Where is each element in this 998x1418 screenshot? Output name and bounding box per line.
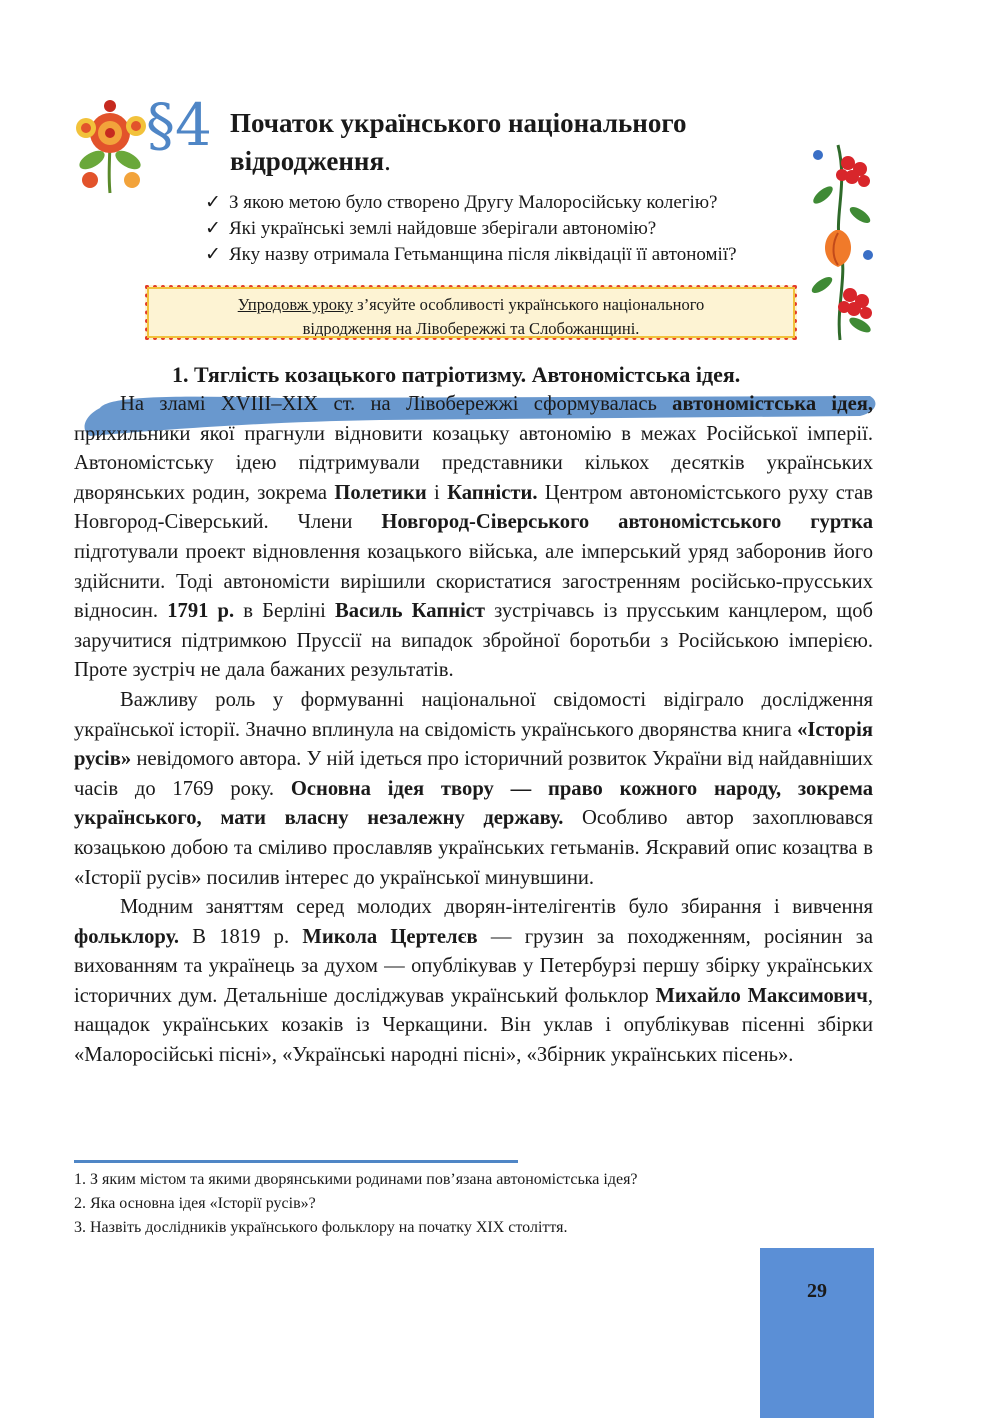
review-question: 3. Назвіть дослідників українського фольклору на початку XIX століття. [74,1219,568,1236]
checkmark-icon: ✓ [205,218,221,239]
bold-term: фольклору. [74,925,179,948]
text-run: Особливо автор захоплювався козацькою добою та сміливо прославляв українських гетьманів. Яскравий опис козацтва в «Історії русів» посилив інтерес до української минувшини. [74,807,873,889]
bold-term: автономістська ідея, [672,393,873,415]
review-question: 1. З яким містом та якими дворянськими родинами пов’язана автономістська ідея? [74,1171,638,1188]
paragraph [74,686,873,893]
bold-term: Микола Цертелєв [302,925,478,948]
text-run: підготували проект відновлення козацького війська, але імперський уряд заборонив його здійснити. Тоді автономісти вирішили скористатися загостренням російсько-прусських відносин. [74,540,873,623]
task-text-line2: відродження на Лівобережжі та Слобожанщині. [302,319,640,338]
text-run: — грузин за походженням, росіянин за вихованням та українець за духом — опублікував у Петербурзі першу збірку українських історичних дум. Детальніше досліджував український фольклор [74,925,873,1007]
bold-term: Василь Капніст [335,600,486,623]
bold-term: Полетики [334,481,427,504]
text-run: На зламі XVIII–XIX ст. на Лівобережжі сформувалась [120,393,673,415]
checkmark-icon: ✓ [205,192,221,213]
text-run: прихильники якої прагнули відновити козацьку автономію в межах Російської імперії. Автономістську ідею підтримували представники кількох десятків українських дворянських родин, зокрема [74,422,873,504]
main-text [74,390,873,1071]
text-run: і [426,481,448,504]
divider [74,1160,518,1163]
intro-question [205,216,737,242]
page-number-box [760,1248,874,1418]
checkmark-icon: ✓ [205,244,221,265]
intro-questions [205,190,737,268]
section-heading: 1. Тяглість козацького патріотизму. Автономістська ідея. [172,362,741,387]
intro-question-text: Яку назву отримала Гетьманщина після ліквідації її автономії? [229,244,737,265]
bold-term: Основна ідея твору — право кожного народу, зокрема українського, мати власну незалежну державу. [74,777,873,830]
bold-term: Михайло Максимович [655,984,868,1007]
bold-term: Новгород-Сіверського автономістського гуртка [381,511,873,534]
text-run: в Берліні [234,600,336,623]
text-run: Важливу роль у формуванні національної свідомості відіграло дослідження української історії. Значно вплинула на свідомість українського дворянства книга [74,688,873,741]
viburnum-ornament-right [808,135,878,345]
text-run: невідомого автора. У ній ідеться про історичний розвиток України від найдавніших часів до 1769 року. [74,748,873,800]
bold-term: «Історія русів» [74,718,873,771]
text-run: Модним заняттям серед молодих дворян-інтелігентів було збирання і вивчення [120,896,873,919]
bold-term: Капністи. [447,481,538,504]
task-underlined: Упродовж уроку [237,295,354,314]
bold-term: 1791 р. [167,600,235,623]
page-number: 29 [807,1280,827,1302]
intro-question [205,242,737,268]
paragraph [74,893,873,1071]
text-run: В 1819 р. [179,925,303,948]
page-title-text: Початок українського національного відродження [230,108,687,176]
lesson-task-box [145,285,797,340]
section-number: §4 [146,91,212,159]
text-run: , нащадок українських козаків із Черкащини. Він уклав і опублікував пісенні збірки «Малоросійські пісні», «Українські народні пісні», «Збірник українських пісень». [74,984,873,1067]
task-text-line1: з’ясуйте особливості українського національного [353,295,705,314]
text-run: зустрічавсь із прусським канцлером, щоб заручитися підтримкою Пруссії на випадок збройної боротьби з Російською імперією. Проте зустріч не дала бажаних результатів. [74,600,873,682]
review-question: 2. Яка основна ідея «Історії русів»? [74,1195,316,1212]
paragraph [74,390,873,686]
intro-question-text: Які українські землі найдовше зберігали автономію? [229,218,657,239]
review-questions [74,1168,638,1240]
text-run: Центром автономістського руху став Новгород-Сіверський. Члени [74,481,873,534]
flower-ornament-left [70,98,150,198]
page-title [230,104,790,180]
intro-question-text: З якою метою було створено Другу Малоросійську колегію? [229,192,718,213]
intro-question [205,190,737,216]
page-title-dot: . [384,146,391,176]
